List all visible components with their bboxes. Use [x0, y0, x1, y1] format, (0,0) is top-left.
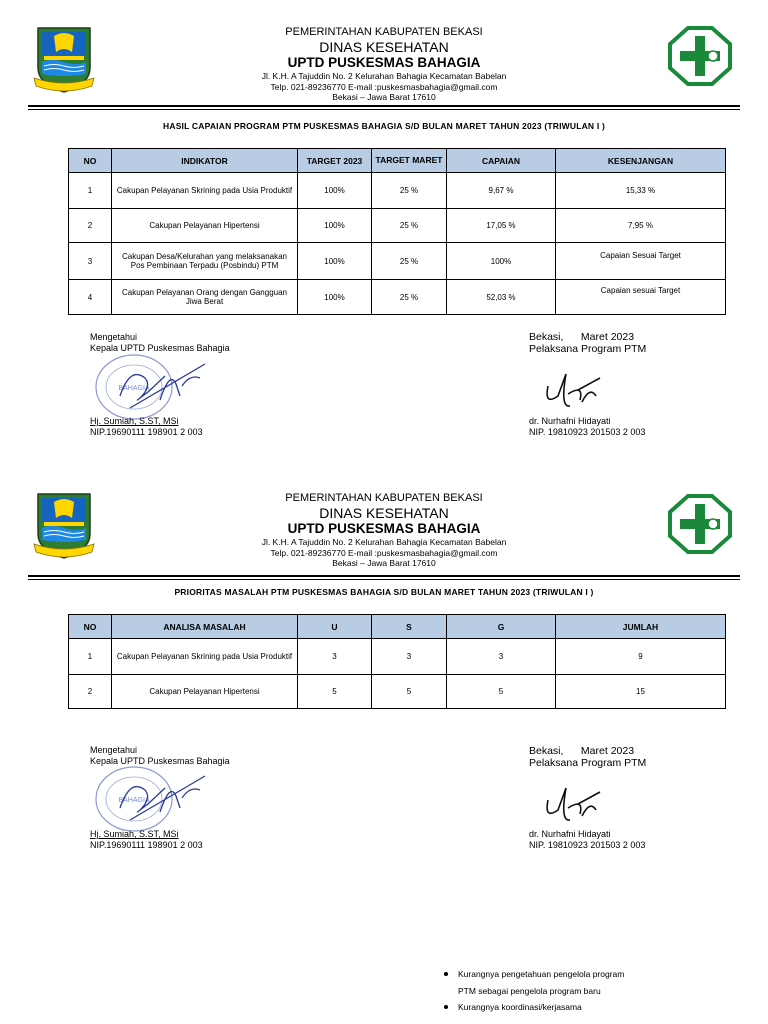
col-header: TARGET 2023 [298, 149, 372, 173]
cell-g: 5 [447, 675, 556, 709]
cell-u: 3 [298, 639, 372, 675]
cell-jumlah: 15 [556, 675, 726, 709]
col-header: S [372, 615, 447, 639]
puskesmas-logo [668, 494, 732, 554]
cell-target2023: 100% [298, 280, 372, 315]
cell-target2023: 100% [298, 243, 372, 280]
city: Bekasi – Jawa Barat 17610 [332, 558, 436, 568]
sig-left-nip: NIP.19690111 198901 2 003 [90, 840, 203, 850]
table-header-row [69, 149, 726, 173]
header-rule-1 [28, 105, 740, 107]
cell-g: 3 [447, 639, 556, 675]
cell-target-maret: 25 % [372, 280, 447, 315]
cell-no: 1 [69, 639, 112, 675]
cell-no: 3 [69, 243, 112, 280]
table-row [69, 280, 726, 315]
table-row [69, 243, 726, 280]
cell-no: 4 [69, 280, 112, 315]
cell-kesenjangan: Capaian sesuai Target [556, 280, 726, 315]
dept-name: DINAS KESEHATAN [319, 505, 449, 521]
sig-left-line1: Mengetahui [90, 745, 138, 755]
cell-analisa: Cakupan Pelayanan Skrining pada Usia Produktif [112, 639, 298, 675]
table-header-row [69, 615, 726, 639]
right-signature-drawing [540, 780, 610, 830]
cell-capaian: 100% [447, 243, 556, 280]
address: Jl. K.H. A Tajuddin No. 2 Kelurahan Bahagia Kecamatan Babelan [261, 71, 507, 81]
col-header: INDIKATOR [112, 149, 298, 173]
col-header: U [298, 615, 372, 639]
cell-s: 5 [372, 675, 447, 709]
puskesmas-logo [668, 26, 732, 86]
cell-jumlah: 9 [556, 639, 726, 675]
dept-name: DINAS KESEHATAN [319, 39, 449, 55]
table-row [69, 639, 726, 675]
sig-right-nip: NIP. 19810923 201503 2 003 [529, 840, 646, 850]
cell-kesenjangan: 7,95 % [556, 209, 726, 243]
gov-name: PEMERINTAHAN KABUPATEN BEKASI [285, 492, 483, 504]
col-header: NO [69, 149, 112, 173]
header-rule-2 [28, 575, 740, 577]
problem-list [440, 966, 630, 1016]
table-row [69, 173, 726, 209]
cell-target-maret: 25 % [372, 173, 447, 209]
sig-left-name: Hj. Sumiah, S.ST, MSi [90, 416, 179, 426]
stamp-text: BAHAGIA [118, 385, 150, 392]
cell-target2023: 100% [298, 173, 372, 209]
prioritas-table [68, 614, 726, 709]
bekasi-regency-logo [34, 26, 94, 94]
sig-left-name: Hj. Sumiah, S.ST, MSi [90, 829, 179, 839]
cell-indikator: Cakupan Pelayanan Hipertensi [112, 209, 298, 243]
org-name: UPTD PUSKESMAS BAHAGIA [287, 55, 481, 70]
header-rule-1b [28, 109, 740, 110]
cell-kesenjangan: Capaian Sesuai Target [556, 243, 726, 280]
col-header: NO [69, 615, 112, 639]
left-signature-drawing [110, 768, 210, 828]
sig-right-nip: NIP. 19810923 201503 2 003 [529, 427, 646, 437]
sig-left-line2: Kepala UPTD Puskesmas Bahagia [90, 343, 230, 353]
cell-capaian: 17,05 % [447, 209, 556, 243]
sig-right-line1: Bekasi, Maret 2023 [529, 331, 635, 343]
cell-u: 5 [298, 675, 372, 709]
cell-kesenjangan: 15,33 % [556, 173, 726, 209]
col-header: JUMLAH [556, 615, 726, 639]
address: Jl. K.H. A Tajuddin No. 2 Kelurahan Bahagia Kecamatan Babelan [261, 537, 507, 547]
stamp-text: BAHAGIA [118, 797, 150, 804]
col-header: G [447, 615, 556, 639]
cell-no: 2 [69, 675, 112, 709]
cell-no: 1 [69, 173, 112, 209]
org-name: UPTD PUSKESMAS BAHAGIA [287, 521, 481, 536]
cell-capaian: 9,67 % [447, 173, 556, 209]
sig-left-nip: NIP.19690111 198901 2 003 [90, 427, 203, 437]
cell-target-maret: 25 % [372, 209, 447, 243]
col-header: KESENJANGAN [556, 149, 726, 173]
cell-analisa: Cakupan Pelayanan Hipertensi [112, 675, 298, 709]
contact: Telp. 021-89236770 E-mail :puskesmasbahagia@gmail.com [270, 547, 498, 558]
sig-left-line1: Mengetahui [90, 332, 138, 342]
header-rule-2b [28, 579, 740, 580]
section1-title: HASIL CAPAIAN PROGRAM PTM PUSKESMAS BAHAGIA S/D BULAN MARET TAHUN 2023 (TRIWULAN I ) [163, 121, 605, 131]
sig-left-line2: Kepala UPTD Puskesmas Bahagia [90, 756, 230, 766]
col-header: ANALISA MASALAH [112, 615, 298, 639]
cell-no: 2 [69, 209, 112, 243]
col-header: TARGET MARET [372, 149, 447, 173]
list-item: Kurangnya koordinasi/kerjasama [440, 999, 630, 1016]
cell-capaian: 52,03 % [447, 280, 556, 315]
table-row [69, 675, 726, 709]
cell-indikator: Cakupan Desa/Kelurahan yang melaksanakan Pos Pembinaan Terpadu (Posbindu) PTM [112, 243, 298, 280]
cell-target2023: 100% [298, 209, 372, 243]
city: Bekasi – Jawa Barat 17610 [332, 92, 436, 102]
sig-right-name: dr. Nurhafni Hidayati [529, 416, 611, 426]
list-item: Kurangnya pengetahuan pengelola program PTM sebagai pengelola program baru [440, 966, 630, 999]
section2-title: PRIORITAS MASALAH PTM PUSKESMAS BAHAGIA S/D BULAN MARET TAHUN 2023 (TRIWULAN I ) [174, 587, 594, 597]
contact: Telp. 021-89236770 E-mail :puskesmasbahagia@gmail.com [270, 81, 498, 92]
cell-indikator: Cakupan Pelayanan Skrining pada Usia Produktif [112, 173, 298, 209]
sig-right-line2: Pelaksana Program PTM [529, 757, 647, 769]
cell-indikator: Cakupan Pelayanan Orang dengan Gangguan Jiwa Berat [112, 280, 298, 315]
table-row [69, 209, 726, 243]
col-header: CAPAIAN [447, 149, 556, 173]
sig-right-line2: Pelaksana Program PTM [529, 343, 647, 355]
cell-target-maret: 25 % [372, 243, 447, 280]
capaian-table [68, 148, 726, 315]
cell-s: 3 [372, 639, 447, 675]
bekasi-regency-logo [34, 492, 94, 560]
right-signature-drawing [540, 366, 610, 416]
gov-name: PEMERINTAHAN KABUPATEN BEKASI [285, 26, 483, 38]
left-signature-drawing [110, 356, 210, 416]
sig-right-name: dr. Nurhafni Hidayati [529, 829, 611, 839]
sig-right-line1: Bekasi, Maret 2023 [529, 745, 635, 757]
